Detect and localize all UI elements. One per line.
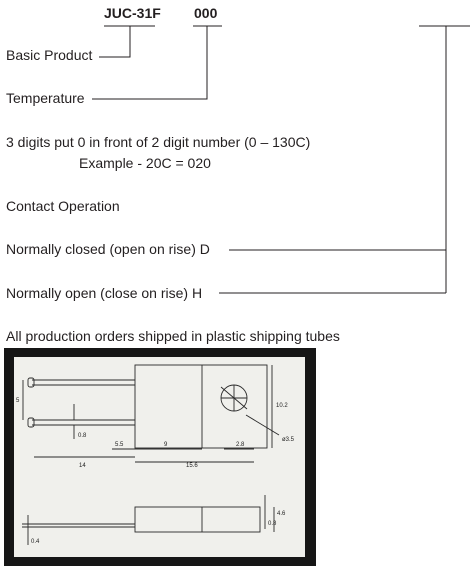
dimension-drawing	[14, 357, 305, 557]
basic-product-label: Basic Product	[6, 47, 93, 63]
dim-0-8: 0.8	[78, 433, 87, 439]
dim-0-4: 0.4	[31, 539, 40, 545]
normally-open-label: Normally open (close on rise) H	[6, 285, 203, 301]
dim-9: 9	[164, 442, 168, 448]
part-code-temp: 000	[194, 5, 218, 21]
drawing-frame	[4, 348, 316, 566]
shipping-note: All production orders shipped in plastic shipping tubes	[6, 328, 340, 344]
dim-5: 5	[16, 398, 20, 404]
temperature-label: Temperature	[6, 90, 85, 106]
dim-2-8: 2.8	[236, 442, 245, 448]
body-side-view	[135, 507, 260, 532]
basic-product-connector	[99, 26, 130, 57]
part-code-base: JUC-31F	[104, 5, 161, 21]
dim-3-5: ø3.5	[282, 437, 295, 443]
dim-15-6: 15.6	[186, 463, 198, 469]
contact-operation-label: Contact Operation	[6, 198, 120, 214]
drawing-paper	[14, 357, 305, 557]
dim-5-5: 5.5	[115, 442, 124, 448]
normally-closed-label: Normally closed (open on rise) D	[6, 241, 210, 257]
dim-14: 14	[79, 463, 86, 469]
dim-0-8-side: 0.8	[268, 521, 277, 527]
body-top-view	[135, 365, 267, 448]
example-text: Example - 20C = 020	[79, 155, 211, 171]
digits-rule-text: 3 digits put 0 in front of 2 digit number (0 – 130C)	[6, 134, 311, 150]
dim-4-6: 4.6	[277, 511, 286, 517]
temperature-connector	[92, 26, 207, 99]
dim-10-2: 10.2	[276, 403, 288, 409]
